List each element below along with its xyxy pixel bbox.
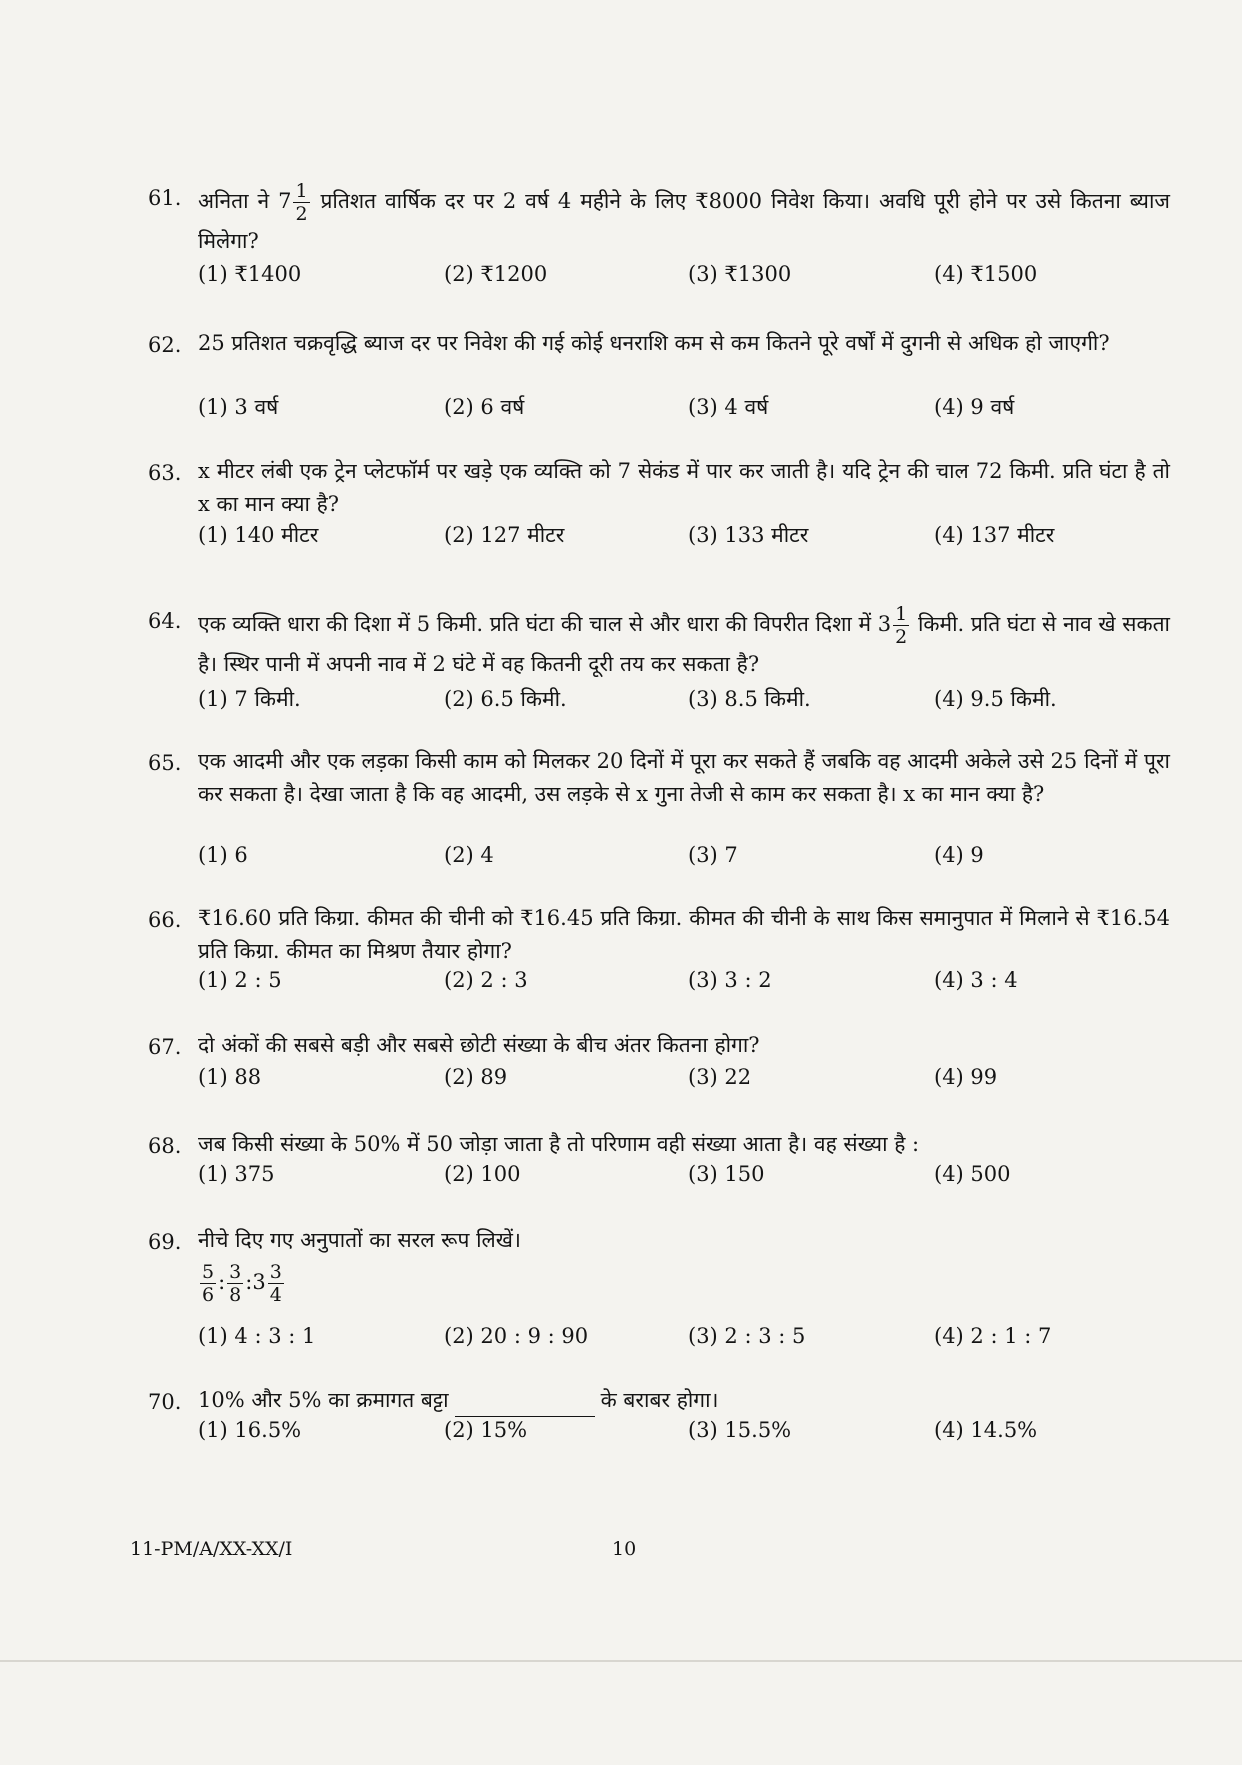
question-number: 70. [148,1390,182,1414]
question-text: x मीटर लंबी एक ट्रेन प्लेटफॉर्म पर खड़े एक व्यक्ति को 7 सेकंड में पार कर जाती है। यदि ट्रेन की चाल 72 किमी. प्रति घंटा है तो x का मान क्या है? [198,459,1170,516]
question-number: 68. [148,1134,182,1158]
option-2: (2) 2 : 3 [444,968,528,992]
question-number: 64. [148,609,182,633]
numerator: 1 [895,603,908,625]
option-4: (4) 9 [934,843,984,867]
denominator: 4 [269,1284,282,1306]
question-text-part: प्रतिशत वार्षिक दर पर 2 वर्ष 4 महीने के लिए ₹8000 निवेश किया। अवधि पूरी होने पर उसे कितना ब्याज मिलेगा? [198,189,1170,253]
fraction [268,1261,284,1306]
question-text-part: एक व्यक्ति धारा की दिशा में 5 किमी. प्रति घंटा की चाल से और धारा की विपरीत दिशा में 3 [198,612,892,636]
fraction [227,1261,243,1306]
question-text-part: अनिता ने 7 [198,189,292,213]
option-2: (2) 4 [444,843,494,867]
options [198,1418,1158,1450]
option-2: (2) 6.5 किमी. [444,687,567,711]
question-text [198,603,1170,681]
ratio-expression [198,1258,1170,1306]
question-text: एक आदमी और एक लड़का किसी काम को मिलकर 20 दिनों में पूरा कर सकते हैं जबकि वह आदमी अकेले उसे 25 दिनों में पूरा कर सकता है। देखा जाता है कि वह आदमी, उस लड़के से x गुना तेजी से काम कर सकता है। x का मान क्या है? [198,749,1170,806]
options [198,1162,1158,1194]
options [198,262,1158,294]
option-1: (1) 140 मीटर [198,523,319,547]
question-text: दो अंकों की सबसे बड़ी और सबसे छोटी संख्या के बीच अंतर कितना होगा? [198,1033,760,1057]
option-3: (3) 150 [688,1162,765,1186]
question-text-part: के बराबर होगा। [600,1388,719,1412]
numerator: 3 [269,1261,282,1283]
question-text: नीचे दिए गए अनुपातों का सरल रूप लिखें। [198,1228,521,1252]
option-4: (4) ₹1500 [934,262,1038,286]
option-3: (3) 133 मीटर [688,523,809,547]
question-number: 62. [148,333,182,357]
question-number: 65. [148,751,182,775]
denominator: 8 [229,1284,242,1306]
option-1: (1) 375 [198,1162,275,1186]
paper-code: 11-PM/A/XX-XX/I [130,1538,293,1560]
question-number: 69. [148,1230,182,1254]
question-text [198,1384,1170,1417]
option-3: (3) 7 [688,843,738,867]
option-2: (2) 100 [444,1162,521,1186]
ratio-separator: :3 [245,1270,266,1294]
numerator: 3 [229,1261,242,1283]
option-3: (3) ₹1300 [688,262,792,286]
scan-edge-divider [0,1660,1242,1662]
fraction [293,180,309,225]
answer-blank [455,1394,595,1417]
question-text: जब किसी संख्या के 50% में 50 जोड़ा जाता है तो परिणाम वही संख्या आता है। वह संख्या है : [198,1132,920,1156]
option-1: (1) 88 [198,1065,262,1089]
question-text: ₹16.60 प्रति किग्रा. कीमत की चीनी को ₹16.45 प्रति किग्रा. कीमत की चीनी के साथ किस समानुपात में मिलाने से ₹16.54 प्रति किग्रा. कीमत का मिश्रण तैयार होगा? [198,906,1170,963]
option-1: (1) 6 [198,843,248,867]
option-4: (4) 14.5% [934,1418,1038,1442]
question-text-part: किमी. प्रति घंटा से नाव खे सकता है। स्थिर पानी में अपनी नाव में 2 घंटे में वह कितनी दूरी तय कर सकता है? [198,612,1170,676]
option-1: (1) 16.5% [198,1418,302,1442]
option-3: (3) 4 वर्ष [688,395,769,419]
denominator: 2 [295,203,308,225]
option-3: (3) 3 : 2 [688,968,772,992]
option-1: (1) 3 वर्ष [198,395,279,419]
options [198,393,1158,425]
option-2: (2) 20 : 9 : 90 [444,1324,589,1348]
option-4: (4) 500 [934,1162,1011,1186]
option-4: (4) 3 : 4 [934,968,1018,992]
option-1: (1) ₹1400 [198,262,302,286]
denominator: 2 [895,626,908,648]
page-number: 10 [612,1538,637,1560]
option-3: (3) 22 [688,1065,752,1089]
numerator: 5 [202,1261,215,1283]
question-number: 63. [148,461,182,485]
question-number: 67. [148,1035,182,1059]
option-2: (2) 127 मीटर [444,523,565,547]
option-1: (1) 7 किमी. [198,687,301,711]
options [198,843,1158,875]
denominator: 6 [202,1284,215,1306]
options [198,1065,1158,1097]
fraction [893,603,909,648]
option-3: (3) 15.5% [688,1418,792,1442]
question-number: 66. [148,908,182,932]
fraction [200,1261,216,1306]
question-text [198,180,1170,258]
option-3: (3) 8.5 किमी. [688,687,811,711]
option-4: (4) 137 मीटर [934,523,1055,547]
question-text: 25 प्रतिशत चक्रवृद्धि ब्याज दर पर निवेश की गई कोई धनराशि कम से कम कितने पूरे वर्षों में दुगनी से अधिक हो जाएगी? [198,331,1110,355]
options [198,685,1158,717]
option-3: (3) 2 : 3 : 5 [688,1324,806,1348]
option-4: (4) 99 [934,1065,998,1089]
option-1: (1) 2 : 5 [198,968,282,992]
options [198,1324,1158,1356]
option-4: (4) 9.5 किमी. [934,687,1057,711]
option-4: (4) 9 वर्ष [934,395,1015,419]
options [198,968,1158,1000]
options [198,521,1158,553]
option-2: (2) 89 [444,1065,508,1089]
option-2: (2) 15% [444,1418,528,1442]
option-2: (2) ₹1200 [444,262,548,286]
ratio-separator: : [218,1270,226,1294]
option-4: (4) 2 : 1 : 7 [934,1324,1052,1348]
numerator: 1 [295,180,308,202]
option-1: (1) 4 : 3 : 1 [198,1324,316,1348]
question-number: 61. [148,186,182,210]
question-text-part: 10% और 5% का क्रमागत बट्टा [198,1388,449,1412]
option-2: (2) 6 वर्ष [444,395,525,419]
